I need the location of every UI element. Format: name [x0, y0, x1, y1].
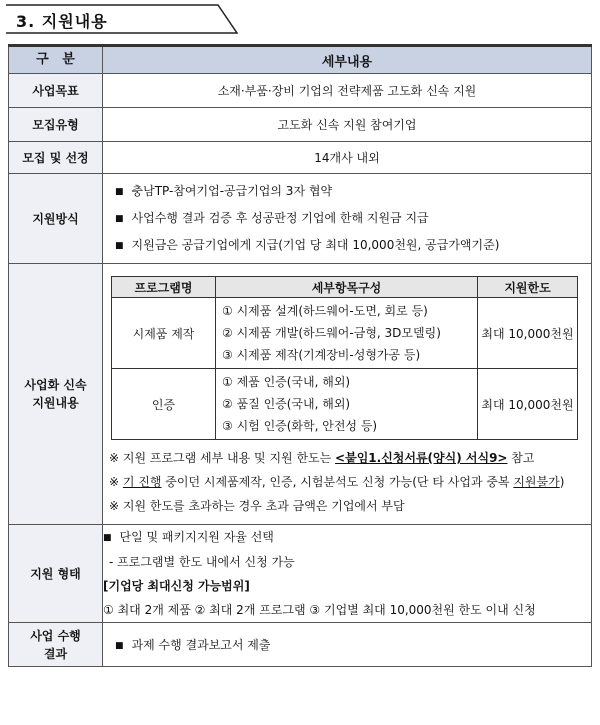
program-header-items: 세부항목구성	[216, 277, 478, 298]
form-line-4: ① 최대 2개 제품 ② 최대 2개 프로그램 ③ 기업별 최대 10,000천원 한도 이내 신청	[103, 603, 536, 617]
result-text: 과제 수행 결과보고서 제출	[131, 638, 271, 652]
program-row-certification	[112, 369, 578, 440]
list-item: ■ 충남TP-참여기업-공급기업의 3자 협약	[115, 178, 583, 205]
content-notes	[103, 444, 591, 524]
note-eligibility	[109, 470, 585, 494]
select-label: 모집 및 선정	[9, 142, 103, 174]
program-row-prototype	[112, 298, 578, 369]
method-label: 지원방식	[9, 174, 103, 264]
form-label: 지원 형태	[9, 525, 103, 623]
program-name: 인증	[112, 369, 216, 440]
program-limit: 최대 10,000천원	[478, 298, 578, 369]
program-limit: 최대 10,000천원	[478, 369, 578, 440]
program-item: ② 품질 인증(국내, 해외)	[222, 397, 351, 411]
note-attachment-ref: <붙임1.신청서류(양식) 서식9>	[335, 451, 508, 465]
bullet-square-icon: ■	[115, 641, 124, 651]
form-line-1	[103, 525, 591, 550]
list-item: ■ 지원금은 공급기업에게 지급(기업 당 최대 10,000천원, 공급가액기준)	[115, 232, 583, 259]
program-header-limit: 지원한도	[478, 277, 578, 298]
note-reference	[109, 446, 585, 470]
select-value: 14개사 내외	[103, 142, 592, 174]
note-excess: ※ 지원 한도를 초과하는 경우 초과 금액은 기업에서 부담	[109, 499, 405, 513]
note-underline: 기 진행	[122, 475, 162, 489]
row-result	[9, 623, 592, 667]
type-value: 고도화 신속 지원 참여기업	[103, 108, 592, 142]
result-label	[9, 623, 103, 667]
program-name: 시제품 제작	[112, 298, 216, 369]
program-item: ② 시제품 개발(하드웨어-금형, 3D모델링)	[222, 326, 441, 340]
purpose-value: 소재·부품·장비 기업의 전략제품 고도화 신속 지원	[103, 74, 592, 108]
bullet-square-icon: ■	[103, 533, 112, 543]
content-label	[9, 264, 103, 525]
program-table	[111, 276, 578, 440]
program-header-name: 프로그램명	[112, 277, 216, 298]
form-line-3: [기업당 최대신청 가능범위]	[103, 579, 250, 593]
note-text: ※	[109, 475, 123, 489]
content-label-line1: 사업화 신속	[24, 378, 87, 392]
note-text: 중이던 시제품제작, 인증, 시험분석도 신청 가능(단 타 사업과 중복	[161, 475, 514, 489]
program-item: ① 시제품 설계(하드웨어-도면, 회로 등)	[222, 304, 428, 318]
type-label: 모집유형	[9, 108, 103, 142]
row-content	[9, 264, 592, 525]
program-item: ③ 시제품 제작(기계장비-성형가공 등)	[222, 348, 421, 362]
header-category: 구 분	[9, 46, 103, 74]
header-details: 세부내용	[103, 46, 592, 74]
row-method	[9, 174, 592, 264]
section-title: 3. 지원내용	[16, 12, 108, 31]
method-list	[103, 174, 591, 263]
row-form	[9, 525, 592, 623]
note-text: 참고	[507, 451, 535, 465]
note-underline: 지원불가	[513, 475, 560, 489]
note-text: ※ 지원 프로그램 세부 내용 및 지원 한도는	[109, 451, 336, 465]
result-label-line1: 사업 수행	[30, 628, 81, 643]
row-purpose	[9, 74, 592, 108]
result-value	[103, 623, 592, 667]
section-title-box	[6, 4, 236, 34]
support-content-table	[8, 44, 592, 667]
table-header-row	[9, 46, 592, 74]
content-label-line2: 지원내용	[32, 396, 79, 410]
program-item: ③ 시험 인증(화학, 안전성 등)	[222, 419, 378, 433]
form-line-2: - 프로그램별 한도 내에서 신청 가능	[109, 555, 295, 569]
result-label-line2: 결과	[43, 646, 68, 661]
row-select	[9, 142, 592, 174]
note-text: )	[559, 475, 565, 489]
list-item: ■ 사업수행 결과 검증 후 성공판정 기업에 한해 지원금 지급	[115, 205, 583, 232]
purpose-label: 사업목표	[9, 74, 103, 108]
row-type	[9, 108, 592, 142]
program-item: ① 제품 인증(국내, 해외)	[222, 375, 351, 389]
form-text: 단일 및 패키지지원 자율 선택	[119, 530, 274, 544]
